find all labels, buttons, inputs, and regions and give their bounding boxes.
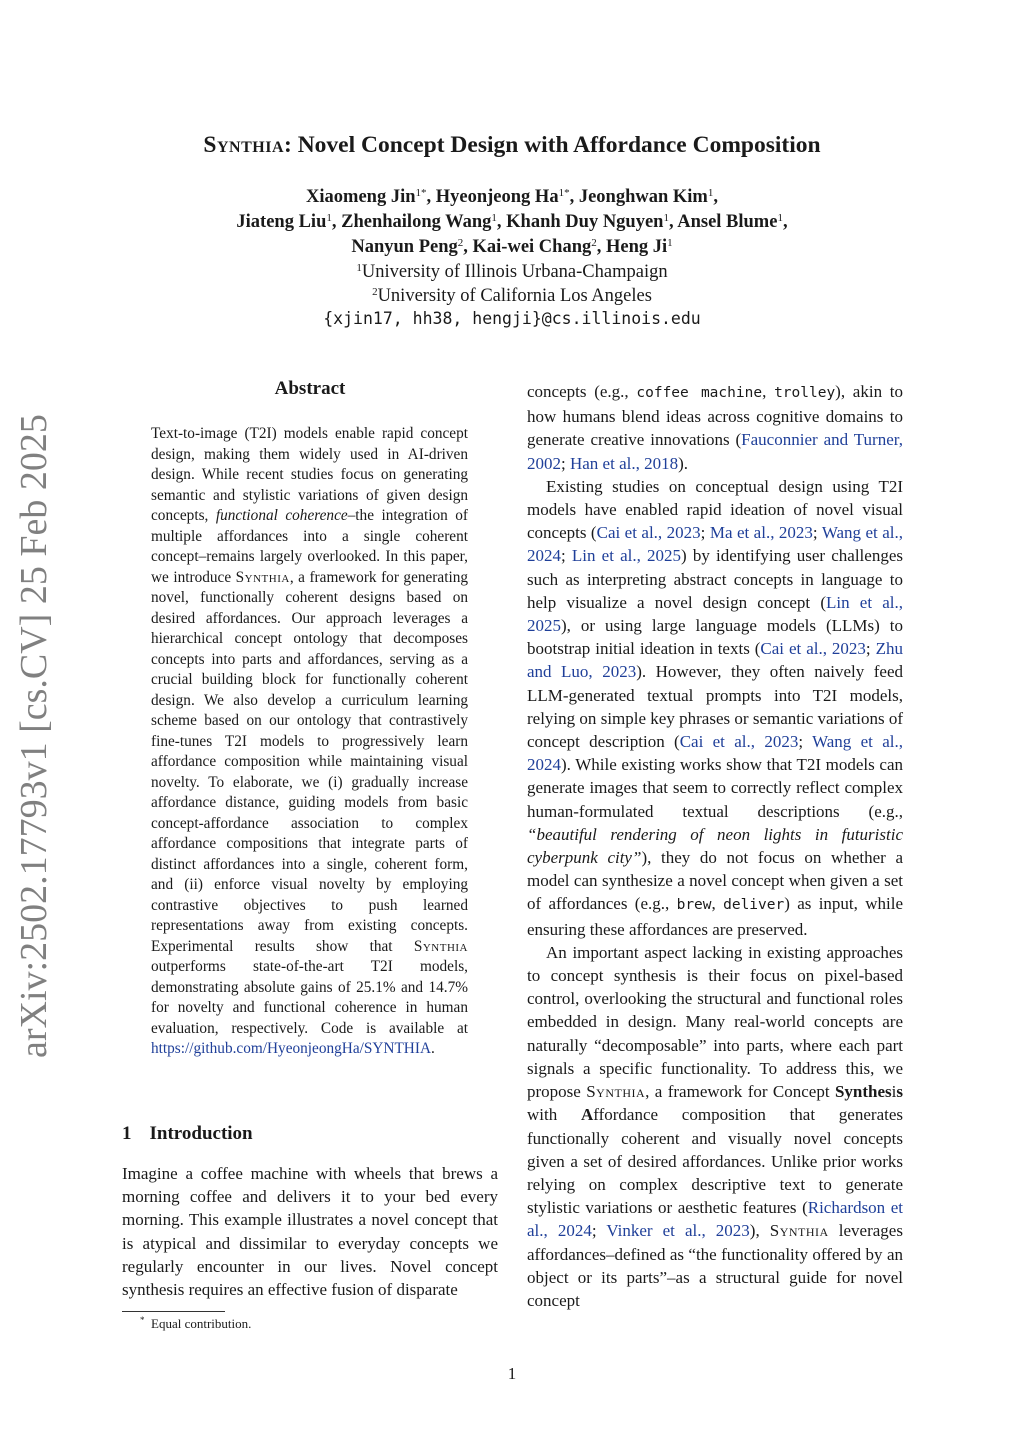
citation-link[interactable]: Wang et al., 2024: [527, 732, 903, 775]
citation-link[interactable]: Han et al., 2018: [569, 453, 679, 473]
text: Existing studies on conceptual design using T2I models have enabled rapid ideation of novel visual concepts (: [527, 476, 903, 543]
citation-link[interactable]: Zhu and Luo, 2023: [527, 639, 903, 682]
page-number: 1: [507, 1364, 517, 1383]
text: , a framework for Concept: [645, 1082, 835, 1102]
section-number: 1: [122, 1123, 132, 1144]
right-column: [527, 380, 903, 1312]
intro-left-body: [122, 1162, 498, 1301]
author-name: Ansel Blume: [677, 212, 778, 232]
abstract-heading: Abstract: [274, 378, 346, 399]
author-line-2: [0, 210, 1024, 234]
paper-title: [0, 132, 1024, 159]
bold-letters: s: [896, 1082, 903, 1102]
citation-link[interactable]: Lin et al., 2025: [527, 592, 903, 636]
affiliation-1: [0, 260, 1024, 284]
bold-letters: A: [580, 1105, 594, 1125]
author-name: Heng Ji: [605, 237, 668, 257]
code-link[interactable]: https://github.com/HyeonjeongHa/SYNTHIA: [151, 1040, 431, 1057]
text: ). While existing works show that T2I models can generate images that seem to correctly reflect complex human-formulated textual descriptions (e.g.,: [527, 755, 903, 821]
text: i: [891, 1082, 897, 1102]
affiliation-text: University of Illinois Urbana-Champaign: [361, 262, 668, 282]
footnote: [140, 1316, 251, 1332]
text: with: [527, 1105, 581, 1125]
system-name: Synthia: [235, 568, 290, 586]
text: ), they do not focus on whether a model can synthesize a novel concept when given a set of affordances (e.g.,: [527, 848, 903, 914]
abstract-text: –the integration of multiple affordances into a single coherent concept–remains largely overlooked. In this paper, we introduce: [151, 507, 468, 586]
text: ) by identifying user challenges such as interpreting abstract concepts in language to help visualize a novel design concept (: [527, 546, 903, 612]
system-name: Synthia: [413, 937, 468, 955]
abstract-text: .: [431, 1040, 435, 1057]
author-sup: 1: [663, 212, 669, 224]
author-sep: ,: [463, 237, 473, 257]
rcol-paragraph-1: [527, 380, 903, 475]
author-name: Kai-wei Chang: [472, 237, 592, 257]
intro-paragraph: Imagine a coffee machine with wheels that brews a morning coffee and delivers it to your bed every morning. This example illustrates a novel concept that is atypical and dissimilar to everyday concepts we regularly encounter in our lives. Novel concept synthesis requires an effective fusion of disparate: [122, 1164, 498, 1300]
rcol-paragraph-3: [527, 941, 903, 1312]
text: ;: [591, 1221, 607, 1241]
affiliation-sup: 1: [356, 262, 362, 274]
author-sup: 1: [707, 187, 714, 199]
author-sep: ,: [331, 212, 342, 232]
citation-link[interactable]: Fauconnier and Turner, 2002: [527, 430, 903, 473]
text: ;: [700, 523, 710, 543]
citation-link[interactable]: Vinker et al., 2023: [606, 1221, 750, 1241]
author-name: Jiateng Liu: [236, 212, 327, 232]
abstract-body: [151, 424, 468, 1060]
section-title: Introduction: [149, 1123, 253, 1144]
text: ,: [711, 894, 724, 914]
text: ;: [561, 546, 572, 566]
text: An important aspect lacking in existing approaches to concept synthesis is their focus on pixel-based control, overlooking the structural and functional roles embedded in design. Many real-world concepts are naturally “decomposable” into parts, where each part signals a specific functionality. To address this, we propose: [527, 942, 903, 1102]
author-name: Hyeonjeong Ha: [435, 187, 559, 207]
author-sup: 1: [777, 212, 783, 224]
author-name: Zhenhailong Wang: [341, 212, 492, 232]
text: concepts (e.g.,: [527, 382, 637, 401]
section-heading: [122, 1123, 271, 1145]
author-sep: ,: [782, 212, 788, 232]
text: leverages affordances–defined as “the functionality offered by an object or its parts”–as a structural guide for novel concept: [527, 1221, 903, 1310]
text: ;: [798, 732, 813, 752]
author-sep: ,: [569, 187, 579, 207]
arxiv-stamp: arXiv:2502.17793v1 [cs.CV] 25 Feb 2025: [13, 414, 55, 1058]
system-name: Synthia: [586, 1082, 646, 1102]
affiliation-2: [0, 284, 1024, 308]
author-sup: 1: [326, 212, 332, 224]
author-sup: 2: [457, 237, 464, 249]
text: ;: [561, 453, 570, 473]
author-sep: ,: [496, 212, 507, 232]
citation-link[interactable]: Wang et al., 2024: [527, 523, 903, 566]
text: ).: [678, 453, 689, 473]
example-prompt: “beautiful rendering of neon lights in futuristic cyberpunk city”: [527, 824, 903, 868]
citation-link[interactable]: Cai et al., 2023: [760, 639, 866, 659]
citation-link[interactable]: Cai et al., 2023: [596, 523, 701, 543]
abstract-text: outperforms state-of-the-art T2I models, demonstrating absolute gains of 25.1% and 14.7% for novelty and functional coherence in human evaluation, respectively. Code is available at: [151, 958, 468, 1037]
rcol-paragraph-2: [527, 475, 903, 941]
abstract-text: , a framework for generating novel, functionally coherent designs based on desired affordances. Our approach leverages a hierarchical concept ontology that decomposes concepts into parts and affordances, serving as a crucial building block for functionally coherent design. We also develop a curriculum learning scheme based on our ontology that contrastively fine-tunes T2I models to progressively learn affordance composition while maintaining visual novelty. To elaborate, we (i) gradually increase affordance distance, guiding models from basic concept-affordance association to complex affordance compositions that integrate parts of distinct affordances into a single, coherent form, and (ii) enforce visual novelty by employing contrastive objectives to push learned representations away from existing concepts. Experimental results show that: [151, 568, 468, 955]
text: ,: [762, 382, 775, 401]
code-term: trolley: [774, 385, 836, 401]
author-sup: 2: [591, 237, 597, 249]
code-term: coffee machine: [636, 385, 763, 401]
author-sep: ,: [596, 237, 606, 257]
author-line-3: [0, 235, 1024, 259]
title-rest: : Novel Concept Design with Affordance Composition: [284, 132, 821, 158]
footnote-text: Equal contribution.: [151, 1316, 252, 1331]
bold-letters: Synthes: [834, 1082, 892, 1102]
code-term: deliver: [723, 897, 785, 914]
author-name: Nanyun Peng: [351, 237, 458, 257]
author-sup: 1: [491, 212, 497, 224]
abstract-emphasis: functional coherence: [215, 507, 348, 524]
citation-link[interactable]: Richardson et al., 2024: [527, 1198, 903, 1241]
author-sup: 1: [667, 237, 673, 249]
title-system-name: Synthia: [203, 132, 284, 158]
text: ),: [749, 1221, 770, 1241]
author-name: Khanh Duy Nguyen: [506, 212, 664, 232]
citation-link[interactable]: Ma et al., 2023: [709, 523, 813, 543]
affiliation-text: University of California Los Angeles: [377, 286, 652, 306]
citation-link[interactable]: Lin et al., 2025: [571, 546, 682, 566]
author-name: Jeonghwan Kim: [578, 187, 708, 207]
author-line-1: [0, 185, 1024, 209]
system-name: Synthia: [769, 1221, 829, 1241]
author-sup: 1*: [415, 187, 427, 199]
author-sup: 1*: [558, 187, 570, 199]
email: {xjin17, hh38, hengji}@cs.illinois.edu: [323, 309, 701, 328]
text: ;: [812, 523, 822, 543]
text: ) as input, while ensuring these affordances are preserved.: [527, 894, 904, 939]
text: ), or using large language models (LLMs) to bootstrap initial ideation in texts (: [527, 616, 903, 659]
footnote-mark: *: [140, 1315, 145, 1325]
citation-link[interactable]: Cai et al., 2023: [679, 732, 799, 752]
abstract-text: Text-to-image (T2I) models enable rapid concept design, making them widely used in AI-driven design. While recent studies focus on generating semantic and stylistic variations of given design concepts,: [151, 425, 468, 524]
author-sep: ,: [426, 187, 436, 207]
text: ). However, they often naively feed LLM-generated textual prompts into T2I models, relying on simple key phrases or semantic variations of concept description (: [527, 662, 903, 752]
author-sep: ,: [713, 187, 718, 207]
text: ), akin to how humans blend ideas across cognitive domains to generate creative innovations (: [527, 382, 904, 450]
text: ffordance composition that generates functionally coherent and visually novel concepts given a set of desired affordances. Unlike prior works relying on complex descriptive text to generate stylistic variations or aesthetic features (: [527, 1105, 903, 1218]
author-sep: ,: [668, 212, 678, 232]
text: ;: [865, 639, 876, 659]
code-term: brew: [676, 897, 712, 914]
footnote-rule: [122, 1311, 225, 1312]
author-name: Xiaomeng Jin: [306, 187, 416, 207]
affiliation-sup: 2: [372, 286, 378, 298]
